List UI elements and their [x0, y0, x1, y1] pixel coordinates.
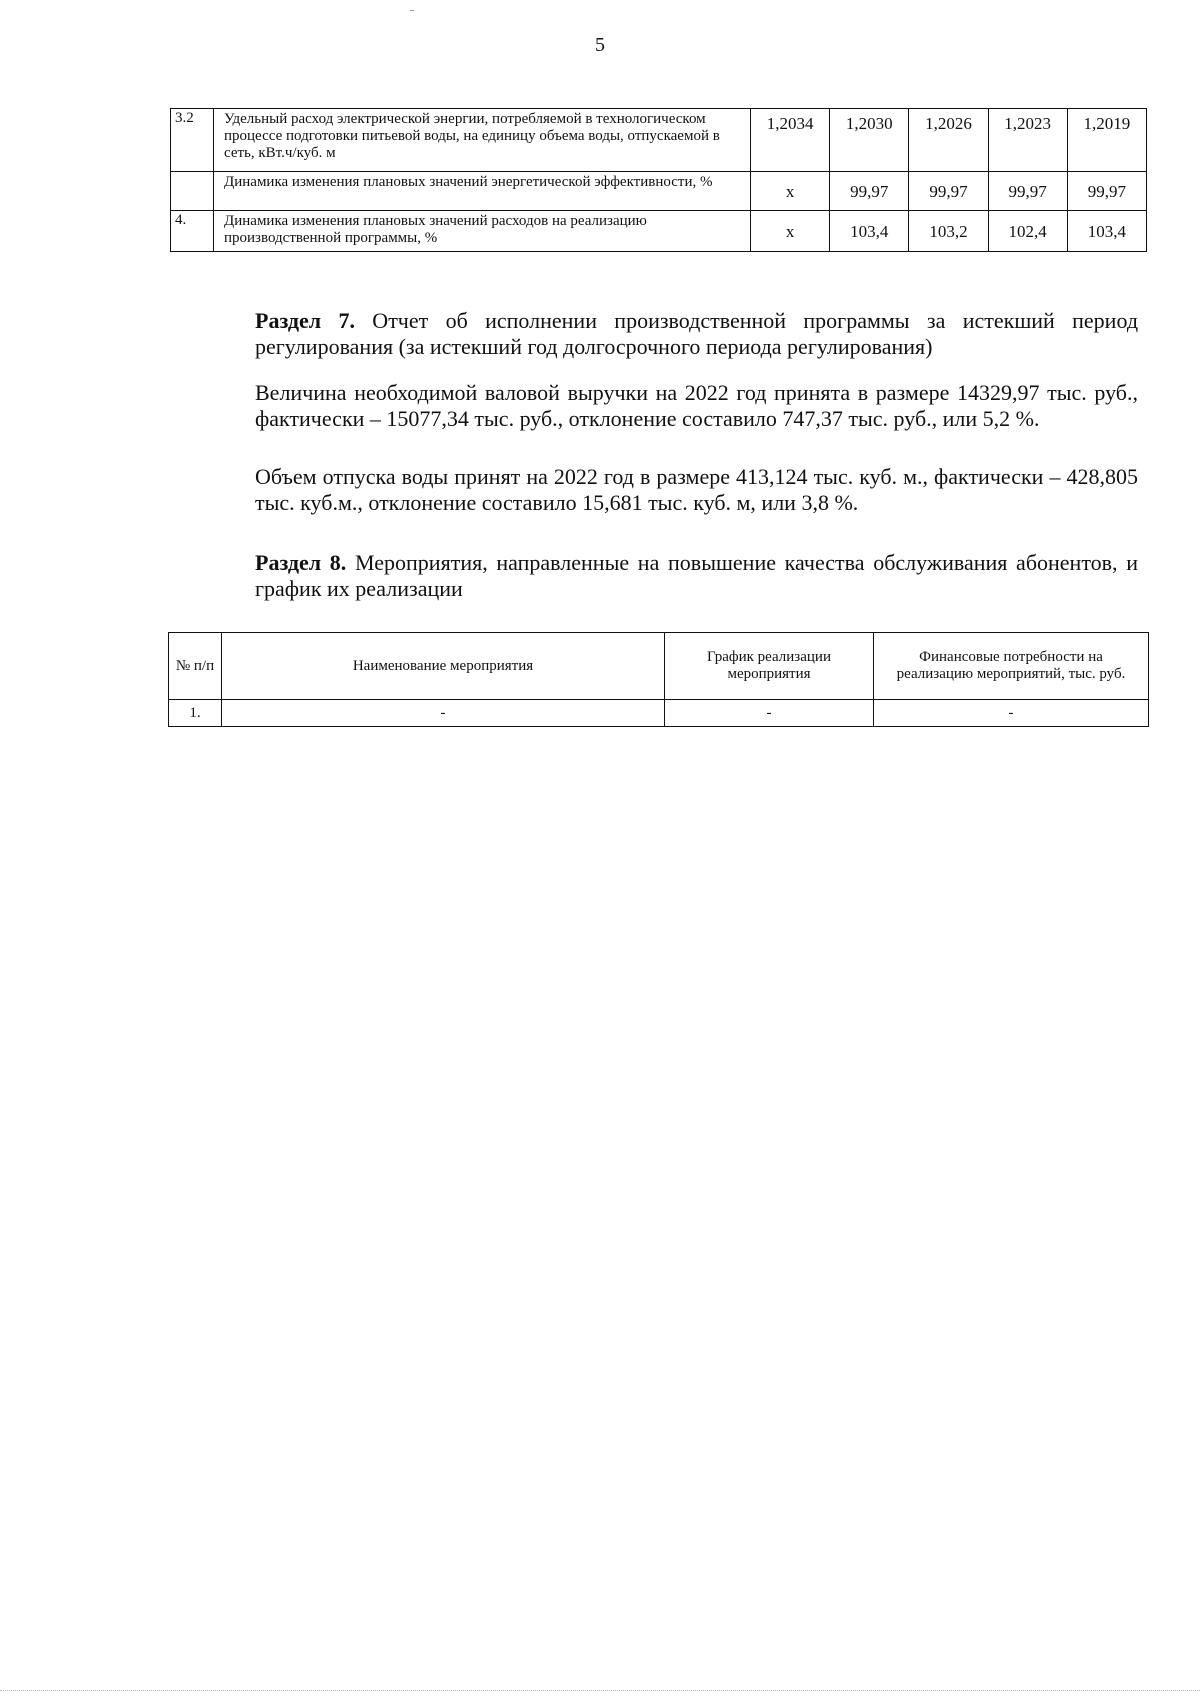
table-row — [169, 700, 1149, 727]
row-description: Удельный расход электрической энергии, потребляемой в технологическом процессе подготовки питьевой воды, на единицу объема воды, отпускаемой в сеть, кВт.ч/куб. м — [214, 109, 751, 172]
row-number: 3.2 — [171, 109, 214, 172]
scan-edge — [0, 1690, 1200, 1692]
indicators-table — [170, 108, 1147, 252]
page-number: 5 — [595, 34, 605, 56]
header-schedule: График реализации мероприятия — [665, 633, 874, 700]
table-header-row — [169, 633, 1149, 700]
row-name: - — [222, 700, 665, 727]
section-7-paragraph — [183, 464, 1138, 516]
header-finance: Финансовые потребности на реализацию мероприятий, тыс. руб. — [874, 633, 1149, 700]
row-finance: - — [874, 700, 1149, 727]
section-7-paragraph — [183, 380, 1138, 432]
value-cell: 103,4 — [830, 211, 909, 252]
value-cell: 1,2030 — [830, 109, 909, 172]
value-cell: 103,4 — [1067, 211, 1146, 252]
value-cell: 103,2 — [909, 211, 988, 252]
section-title: Отчет об исполнении производственной программы за истекший период регулирования (за истекший год долгосрочного периода регулирования) — [255, 308, 1139, 359]
row-number: 1. — [169, 700, 222, 727]
value-cell: 1,2034 — [751, 109, 830, 172]
paragraph-text: Величина необходимой валовой выручки на 2022 год принята в размере 14329,97 тыс. руб., фактически – 15077,34 тыс. руб., отклонение составило 747,37 тыс. руб., или 5,2 %. — [255, 380, 1138, 431]
value-cell: 99,97 — [988, 172, 1067, 211]
section-7-heading — [183, 308, 1138, 360]
value-cell: 102,4 — [988, 211, 1067, 252]
value-cell: 1,2019 — [1067, 109, 1146, 172]
header-number: № п/п — [169, 633, 222, 700]
value-cell: 99,97 — [909, 172, 988, 211]
value-cell: х — [751, 211, 830, 252]
row-number: 4. — [171, 211, 214, 252]
paragraph-text: Объем отпуска воды принят на 2022 год в размере 413,124 тыс. куб. м., фактически – 428,805 тыс. куб.м., отклонение составило 15,681 тыс. куб. м, или 3,8 %. — [255, 464, 1138, 515]
value-cell: 1,2026 — [909, 109, 988, 172]
section-label: Раздел 8. — [255, 550, 347, 575]
value-cell: 1,2023 — [988, 109, 1067, 172]
row-schedule: - — [665, 700, 874, 727]
value-cell: х — [751, 172, 830, 211]
value-cell: 99,97 — [1067, 172, 1146, 211]
value-cell: 99,97 — [830, 172, 909, 211]
row-number — [171, 172, 214, 211]
section-8-heading — [183, 550, 1138, 602]
section-label: Раздел 7. — [255, 308, 355, 333]
row-description: Динамика изменения плановых значений расходов на реализацию производственной программы, % — [214, 211, 751, 252]
measures-table — [168, 632, 1149, 727]
table-row — [171, 109, 1147, 172]
scan-mark — [410, 10, 414, 11]
header-name: Наименование мероприятия — [222, 633, 665, 700]
section-title: Мероприятия, направленные на повышение качества обслуживания абонентов, и график их реализации — [255, 550, 1138, 601]
table-row — [171, 211, 1147, 252]
table-row — [171, 172, 1147, 211]
row-description: Динамика изменения плановых значений энергетической эффективности, % — [214, 172, 751, 211]
